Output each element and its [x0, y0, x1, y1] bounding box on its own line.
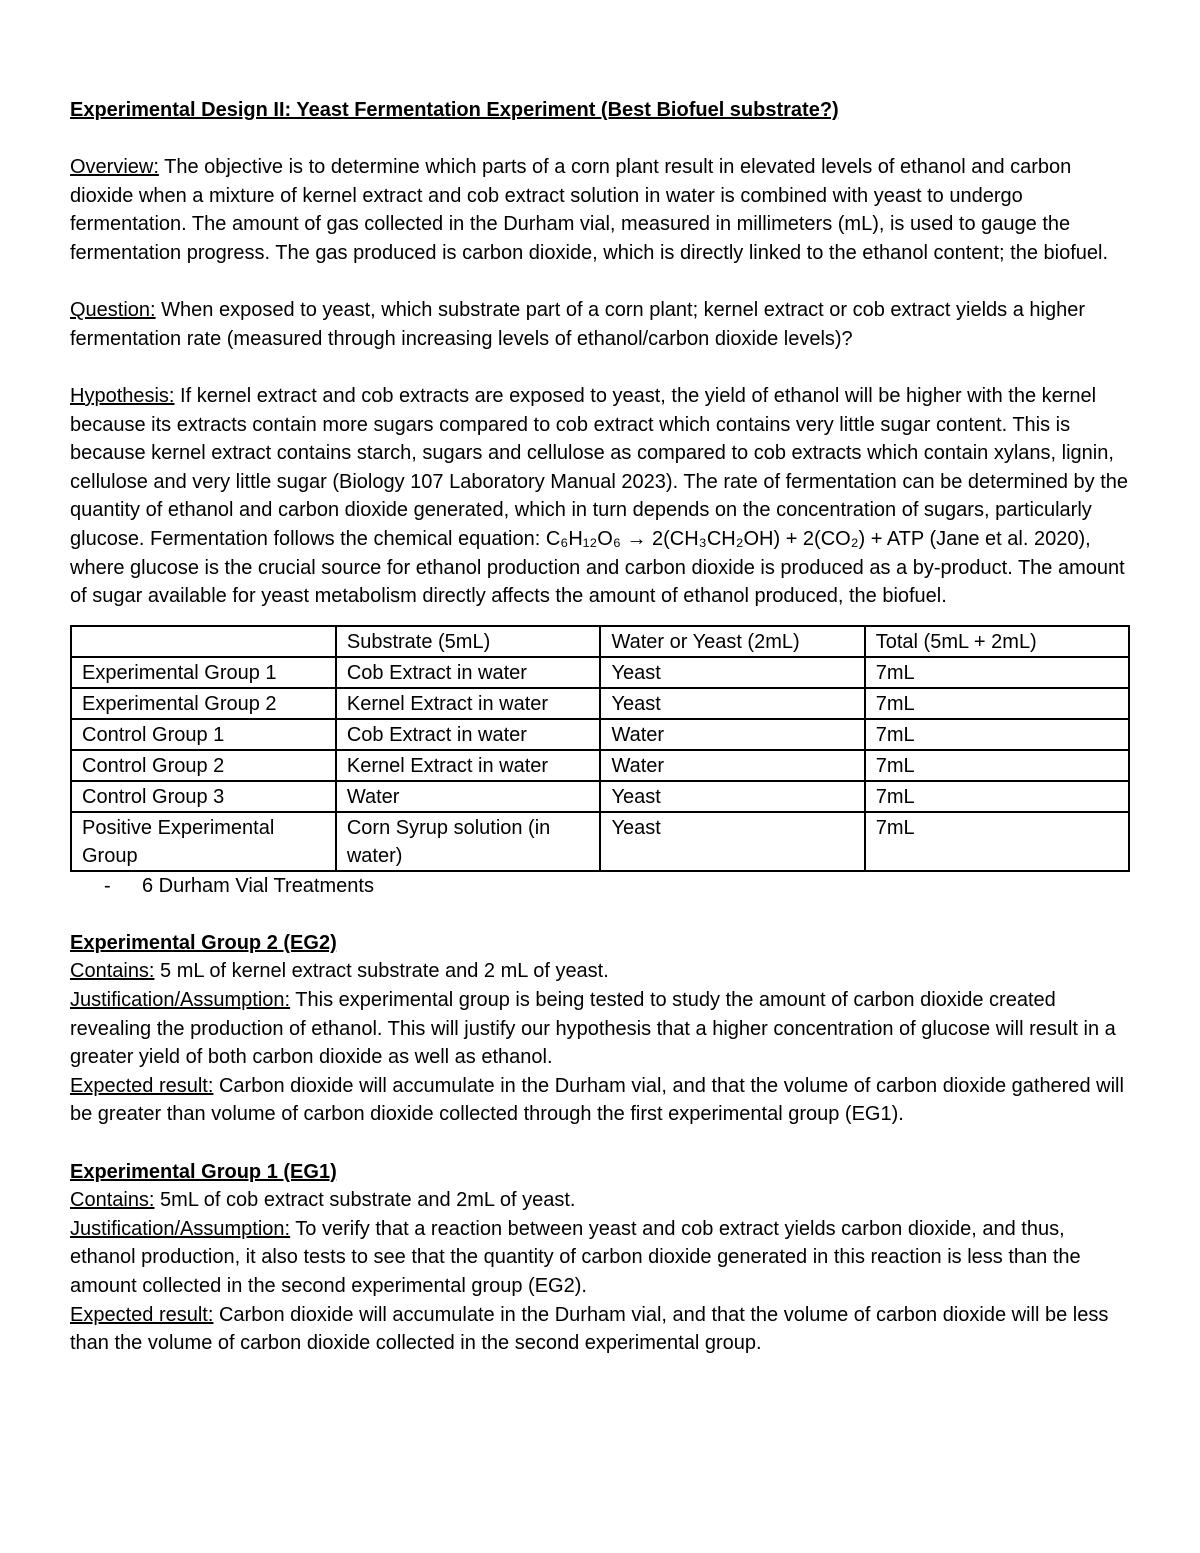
- eg1-contains: [70, 1186, 1132, 1215]
- document-page: [70, 96, 1132, 1358]
- table-cell: Kernel Extract in water: [336, 750, 601, 781]
- table-cell: Control Group 1: [71, 719, 336, 750]
- overview-label: Overview:: [70, 156, 159, 179]
- question-text: When exposed to yeast, which substrate part of a corn plant; kernel extract or cob extract yields a higher fermentation rate (measured through increasing levels of ethanol/carbon dioxide levels)?: [70, 299, 1085, 350]
- treatments-note: [104, 872, 1132, 901]
- table-header-cell: Substrate (5mL): [336, 626, 601, 657]
- eg1-heading: Experimental Group 1 (EG1): [70, 1160, 337, 1183]
- eg2-justification: [70, 986, 1132, 1072]
- table-header-cell: [71, 626, 336, 657]
- overview-text: The objective is to determine which parts of a corn plant result in elevated levels of ethanol and carbon dioxide when a mixture of kernel extract and cob extract solution in water is combined with yeast to undergo fermentation. The amount of gas collected in the Durham vial, measured in millimeters (mL), is used to gauge the fermentation progress. The gas produced is carbon dioxide, which is directly linked to the ethanol content; the biofuel.: [70, 156, 1109, 264]
- table-cell: Positive Experimental Group: [71, 812, 336, 871]
- table-cell: Experimental Group 2: [71, 688, 336, 719]
- table-cell: Cob Extract in water: [336, 657, 601, 688]
- table-cell: Yeast: [600, 657, 864, 688]
- question-label: Question:: [70, 299, 156, 322]
- table-header-row: [71, 626, 1129, 657]
- hypothesis-text-1: If kernel extract and cob extracts are exposed to yeast, the yield of ethanol will be higher with the kernel because its extracts contain more sugars compared to cob extract which contains very little sugar content. This is because kernel extract contains starch, sugars and cellulose as compared to cob extracts which contain xylans, lignin, cellulose and very little sugar (Biology 107 Laboratory Manual 2023). The rate of fermentation can be determined by the quantity of ethanol and carbon dioxide generated, which in turn depends on the concentration of sugars, particularly glucose. Fermentation follows the chemical equation:: [70, 384, 1129, 550]
- table-row: [71, 719, 1129, 750]
- table-header-cell: Total (5mL + 2mL): [865, 626, 1129, 657]
- table-cell: Yeast: [600, 688, 864, 719]
- eg1-contains-text: 5mL of cob extract substrate and 2mL of yeast.: [154, 1189, 576, 1212]
- eg1-expected: [70, 1301, 1132, 1358]
- eg1-justification-label: Justification/Assumption:: [70, 1217, 291, 1240]
- table-cell: Corn Syrup solution (in water): [336, 812, 601, 871]
- table-cell: 7mL: [865, 812, 1129, 871]
- table-cell: 7mL: [865, 781, 1129, 812]
- eg2-expected-text: Carbon dioxide will accumulate in the Durham vial, and that the volume of carbon dioxide gathered will be greater than volume of carbon dioxide collected through the first experimental group (EG1).: [70, 1074, 1124, 1126]
- eg2-contains-text: 5 mL of kernel extract substrate and 2 mL of yeast.: [154, 960, 609, 983]
- table-row: [71, 688, 1129, 719]
- hypothesis-text-2: (Jane et al. 2020), where glucose is the crucial source for ethanol production and carbon dioxide is produced as a by-product. The amount of sugar available for yeast metabolism directly affects the amount of ethanol produced, the biofuel.: [70, 527, 1125, 608]
- table-cell: 7mL: [865, 750, 1129, 781]
- eg1-expected-text: Carbon dioxide will accumulate in the Durham vial, and that the volume of carbon dioxide will be less than the volume of carbon dioxide collected in the second experimental group.: [70, 1303, 1109, 1355]
- document-title: Experimental Design II: Yeast Fermentation Experiment (Best Biofuel substrate?): [70, 99, 839, 121]
- table-cell: Water: [600, 750, 864, 781]
- table-cell: Cob Extract in water: [336, 719, 601, 750]
- eg2-expected: [70, 1072, 1132, 1129]
- eg2-heading: Experimental Group 2 (EG2): [70, 931, 337, 954]
- table-row: [71, 750, 1129, 781]
- fermentation-equation: C₆H₁₂O₆ → 2(CH₃CH₂OH) + 2(CO₂) + ATP: [545, 527, 924, 550]
- eg1-justification-text: To verify that a reaction between yeast and cob extract yields carbon dioxide, and thus, ethanol production, it also tests to see that the quantity of carbon dioxide generated in this reaction is less than the amount collected in the second experimental group (EG2).: [70, 1217, 1081, 1297]
- eg2-justification-text: This experimental group is being tested to study the amount of carbon dioxide created revealing the production of ethanol. This will justify our hypothesis that a higher concentration of glucose will result in a greater yield of both carbon dioxide as well as ethanol.: [70, 989, 1116, 1069]
- eg2-justification-label: Justification/Assumption:: [70, 989, 291, 1012]
- table-row: [71, 812, 1129, 871]
- table-cell: Control Group 3: [71, 781, 336, 812]
- table-cell: Kernel Extract in water: [336, 688, 601, 719]
- hypothesis-paragraph: [70, 382, 1132, 611]
- treatments-note-text: 6 Durham Vial Treatments: [142, 874, 374, 897]
- table-cell: Yeast: [600, 812, 864, 871]
- eg2-contains: [70, 957, 1132, 986]
- overview-paragraph: [70, 153, 1132, 267]
- eg1-justification: [70, 1215, 1132, 1301]
- table-cell: 7mL: [865, 657, 1129, 688]
- table-cell: Control Group 2: [71, 750, 336, 781]
- list-dash: -: [104, 874, 111, 897]
- table-cell: 7mL: [865, 688, 1129, 719]
- eg2-contains-label: Contains:: [70, 960, 155, 983]
- table-cell: Water: [600, 719, 864, 750]
- eg1-contains-label: Contains:: [70, 1189, 155, 1212]
- table-cell: Experimental Group 1: [71, 657, 336, 688]
- table-row: [71, 657, 1129, 688]
- table-row: [71, 781, 1129, 812]
- eg2-expected-label: Expected result:: [70, 1074, 214, 1097]
- table-header-cell: Water or Yeast (2mL): [600, 626, 864, 657]
- table-cell: Yeast: [600, 781, 864, 812]
- hypothesis-label: Hypothesis:: [70, 384, 175, 407]
- treatment-table: [70, 625, 1130, 872]
- question-paragraph: [70, 296, 1132, 353]
- table-cell: Water: [336, 781, 601, 812]
- table-cell: 7mL: [865, 719, 1129, 750]
- eg1-expected-label: Expected result:: [70, 1303, 214, 1326]
